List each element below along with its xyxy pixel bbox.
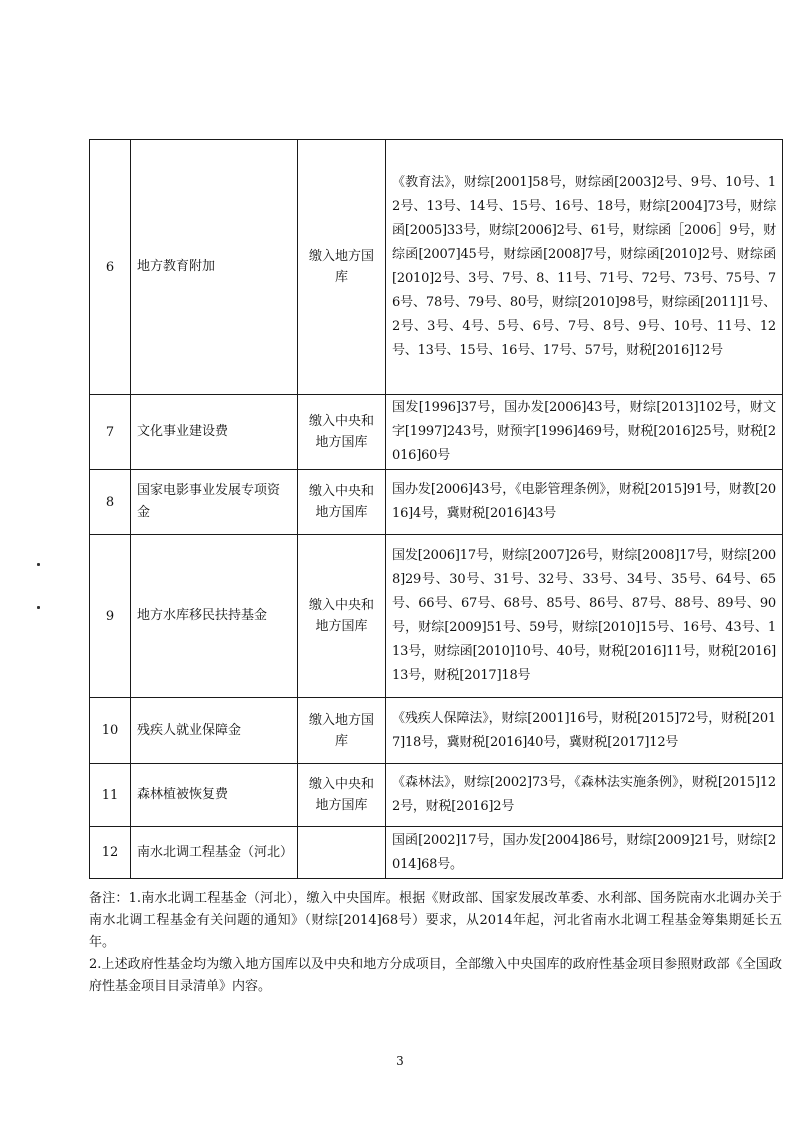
policy-basis: 《残疾人保障法》，财综[2001]16号，财税[2015]72号，财税[2017]18号，冀财税[2016]40号，冀财税[2017]12号: [386, 698, 783, 764]
row-number: 8: [90, 470, 131, 535]
treasury-destination: 缴入中央和地方国库: [298, 470, 386, 535]
page-number: 3: [396, 1054, 404, 1068]
row-number: 6: [90, 140, 131, 395]
notes-section: [89, 888, 782, 998]
treasury-destination: 缴入地方国库: [298, 140, 386, 395]
table-row: [90, 764, 783, 827]
row-number: 7: [90, 395, 131, 470]
policy-basis: 国发[2006]17号，财综[2007]26号，财综[2008]17号，财综[2008]29号、30号、31号、32号、33号、34号、35号、64号、65号、66号、67号、68号、85号、86号、87号、88号、89号、90号，财综[2009]51号、59号，财综[2010]15号、16号、43号、113号，财综函[2010]10号、40号，财税[2016]11号，财税[2016]13号，财税[2017]18号: [386, 535, 783, 698]
policy-basis: 国办发[2006]43号，《电影管理条例》，财税[2015]91号，财教[2016]4号，冀财税[2016]43号: [386, 470, 783, 535]
fund-name: 森林植被恢复费: [131, 764, 298, 827]
fund-name: 南水北调工程基金（河北）: [131, 827, 298, 879]
treasury-destination: 缴入中央和地方国库: [298, 395, 386, 470]
fund-name: 地方水库移民扶持基金: [131, 535, 298, 698]
table-row: [90, 470, 783, 535]
treasury-destination: 缴入中央和地方国库: [298, 764, 386, 827]
scan-speck: [37, 606, 40, 609]
treasury-destination: [298, 827, 386, 879]
row-number: 12: [90, 827, 131, 879]
table-row: [90, 827, 783, 879]
table-row: [90, 698, 783, 764]
scan-speck: [37, 563, 40, 566]
row-number: 9: [90, 535, 131, 698]
row-number: 11: [90, 764, 131, 827]
table-row: [90, 395, 783, 470]
policy-basis: 国函[2002]17号，国办发[2004]86号，财综[2009]21号，财综[2014]68号。: [386, 827, 783, 879]
policy-basis: 《教育法》，财综[2001]58号，财综函[2003]2号、9号、10号、12号、13号、14号、15号、16号、18号，财综[2004]73号，财综函[2005]33号，财综[2006]2号、61号，财综函［2006］9号，财综函[2007]45号，财综函[2008]7号，财综函[2010]2号、财综函[2010]2号、3号、7号、8、11号、71号、72号、73号、75号、76号、78号、79号、80号，财综[2010]98号，财综函[2011]1号、2号、3号、4号、5号、6号、7号、8号、9号、10号、11号、12号、13号、15号、16号、17号、57号，财税[2016]12号: [386, 140, 783, 395]
fund-name: 地方教育附加: [131, 140, 298, 395]
fund-name: 国家电影事业发展专项资金: [131, 470, 298, 535]
policy-basis: 《森林法》，财综[2002]73号，《森林法实施条例》，财税[2015]122号，财税[2016]2号: [386, 764, 783, 827]
treasury-destination: 缴入中央和地方国库: [298, 535, 386, 698]
note-2: 2.上述政府性基金均为缴入地方国库以及中央和地方分成项目，全部缴入中央国库的政府性基金项目参照财政部《全国政府性基金项目目录清单》内容。: [89, 957, 782, 994]
note-1: 备注：1.南水北调工程基金（河北），缴入中央国库。根据《财政部、国家发展改革委、水利部、国务院南水北调办关于南水北调工程基金有关问题的通知》（财综[2014]68号）要求，从2014年起，河北省南水北调工程基金筹集期延长五年。: [89, 891, 782, 950]
table-row: [90, 140, 783, 395]
fund-name: 文化事业建设费: [131, 395, 298, 470]
fund-table: [89, 139, 783, 879]
row-number: 10: [90, 698, 131, 764]
fund-name: 残疾人就业保障金: [131, 698, 298, 764]
table-row: [90, 535, 783, 698]
policy-basis: 国发[1996]37号，国办发[2006]43号，财综[2013]102号，财文字[1997]243号，财预字[1996]469号，财税[2016]25号，财税[2016]60号: [386, 395, 783, 470]
treasury-destination: 缴入地方国库: [298, 698, 386, 764]
